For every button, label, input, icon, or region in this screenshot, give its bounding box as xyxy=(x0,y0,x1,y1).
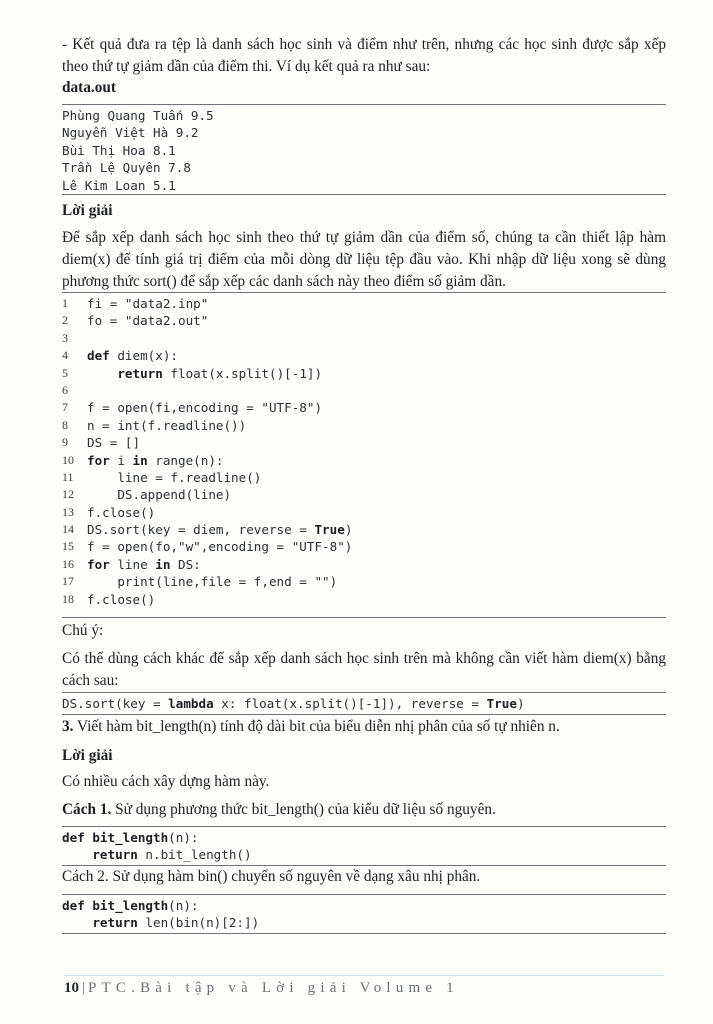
book-title: PTC.Bài tập và Lời giải Volume 1 xyxy=(88,980,459,996)
output-line: Nguyễn Việt Hà 9.2 xyxy=(62,125,199,141)
method-2-code-block xyxy=(62,894,666,934)
code-line: 6 xyxy=(62,382,68,397)
page-footer xyxy=(64,975,664,997)
code-line: 15 f = open(fo,"w",encoding = "UTF-8") xyxy=(62,539,353,555)
code-line: 3 xyxy=(62,330,68,345)
code-line: 12 DS.append(line) xyxy=(62,487,232,503)
solution-paragraph: Để sắp xếp danh sách học sinh theo thứ tự giảm dần của điểm số, chúng ta cần thiết lập hàm diem(x) để tính giá trị điểm của mỗi dòng dữ liệu tệp đầu vào. Khi nhập dữ liệu xong sẽ dùng phương thức sort() để sắp xếp các danh sách này theo điểm số giảm dần. xyxy=(62,229,666,290)
code-line: 5 return float(x.split()[-1]) xyxy=(62,365,323,381)
code-line: 8 n = int(f.readline()) xyxy=(62,417,247,433)
output-file-label: data.out xyxy=(62,79,116,96)
code-line: 7 f = open(fi,encoding = "UTF-8") xyxy=(62,400,323,416)
lambda-code-block xyxy=(62,692,666,715)
code-line: def bit_length(n): xyxy=(62,830,199,845)
output-line: Phùng Quang Tuấn 9.5 xyxy=(62,108,214,123)
code-line: 11 line = f.readline() xyxy=(62,469,262,485)
code-line: return n.bit_length() xyxy=(92,847,252,863)
code-line: 9 DS = [] xyxy=(62,435,141,451)
code-line: 10 for i in range(n): xyxy=(62,452,224,468)
page-number: 10 xyxy=(64,980,79,996)
exercise-3-intro: Có nhiều cách xây dựng hàm này. xyxy=(62,773,270,790)
code-line: 13 f.close() xyxy=(62,504,156,520)
code-line: 16 for line in DS: xyxy=(62,556,201,572)
code-line: 2 fo = "data2.out" xyxy=(62,313,209,329)
solution-heading: Lời giải xyxy=(62,202,113,219)
output-file-content xyxy=(62,104,666,195)
code-line: 1 fi = "data2.inp" xyxy=(62,296,209,311)
output-line: Trần Lệ Quyên 7.8 xyxy=(62,160,191,176)
main-code-block xyxy=(62,292,666,618)
code-line: 17 print(line,file = f,end = "") xyxy=(62,574,338,590)
code-line: 18 f.close() xyxy=(62,591,156,607)
code-line: 4 def diem(x): xyxy=(62,348,178,364)
output-line: Bùi Thị Hoa 8.1 xyxy=(62,142,176,158)
method-1-description: Cách 1. Sử dụng phương thức bit_length() của kiểu dữ liệu số nguyên. xyxy=(62,801,496,818)
note-label: Chú ý: xyxy=(62,622,104,639)
method-1-code-block xyxy=(62,826,666,866)
code-line: def bit_length(n): xyxy=(62,898,199,913)
code-line: return len(bin(n)[2:]) xyxy=(92,915,260,931)
exercise-3-solution-heading: Lời giải xyxy=(62,747,113,764)
note-paragraph: Có thể dùng cách khác để sắp xếp danh sách học sinh trên mà không cần viết hàm diem(x) bằng cách sau: xyxy=(62,650,666,689)
exercise-3-statement: 3. Viết hàm bit_length(n) tính độ dài bit của biểu diễn nhị phân của số tự nhiên n. xyxy=(62,718,560,735)
output-line: Lê Kim Loan 5.1 xyxy=(62,177,176,193)
code-line: 14 DS.sort(key = diem, reverse = True) xyxy=(62,522,353,538)
intro-paragraph: - Kết quả đưa ra tệp là danh sách học sinh và điểm như trên, nhưng các học sinh được sắp xếp theo thứ tự giảm dần của điểm thi. Ví dụ kết quả ra như sau: xyxy=(62,36,666,75)
footer-separator: | xyxy=(82,980,86,996)
method-2-description: Cách 2. Sử dụng hàm bin() chuyển số nguyên về dạng xâu nhị phân. xyxy=(62,868,481,885)
code-line: DS.sort(key = lambda x: float(x.split()[-1]), reverse = True) xyxy=(62,696,525,711)
